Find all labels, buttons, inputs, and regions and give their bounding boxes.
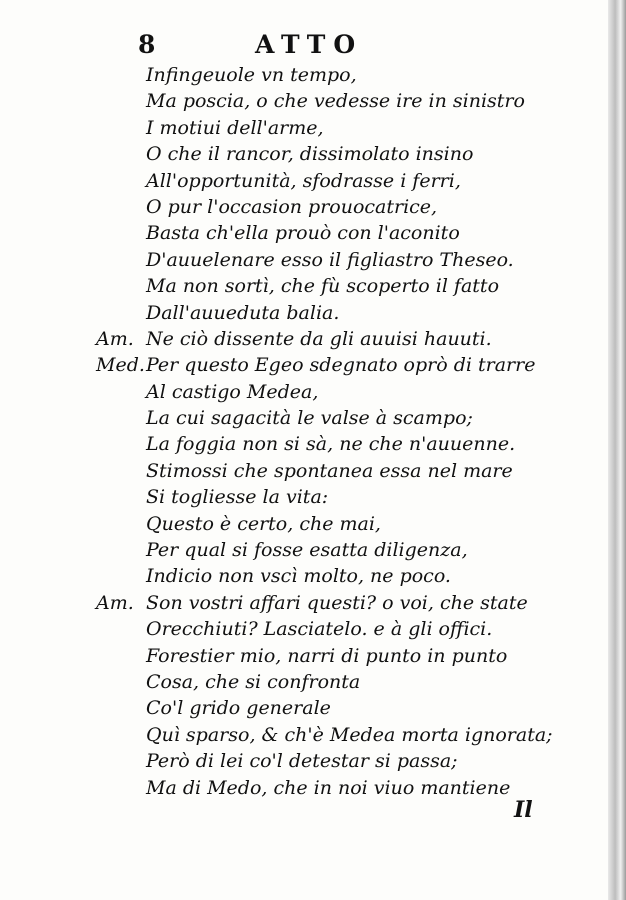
verse-text: La foggia non si sà, ne che n'auuenne. [146, 433, 516, 456]
verse-line [0, 695, 600, 721]
verse-text: Si togliesse la vita: [146, 486, 329, 509]
verse-line [0, 484, 600, 510]
verse-text: Forestier mio, narri di punto in punto [146, 644, 508, 667]
verse-line [0, 273, 600, 299]
verse-text: Orecchiuti? Lasciatelo. e à gli offici. [146, 618, 493, 641]
verse-text: Co'l grido generale [146, 697, 331, 720]
verse-text: Questo è certo, che mai, [146, 512, 381, 535]
speaker-label: Am. [96, 327, 134, 350]
verse-text: Cosa, che si confronta [146, 670, 361, 693]
verse-line [0, 141, 600, 167]
verse-text: Dall'auueduta balia. [146, 301, 340, 324]
verse-text: All'opportunità, sfodrasse i ferri, [146, 169, 461, 192]
verse-text: Quì sparso, & ch'è Medea morta ignorata; [146, 723, 553, 746]
verse-text: I motiui dell'arme, [146, 116, 324, 139]
speaker-label: Med. [96, 354, 145, 377]
verse-line [0, 194, 600, 220]
verse-line [0, 590, 600, 616]
verse-text: Al castigo Medea, [146, 380, 319, 403]
page-header [0, 30, 600, 60]
verse-line [0, 220, 600, 246]
verse-text: D'auuelenare esso il figliastro Theseo. [146, 248, 514, 271]
verse-line [0, 168, 600, 194]
verse-text: Ma di Medo, che in noi viuo mantiene [146, 776, 511, 799]
speaker-label: Am. [96, 591, 134, 614]
verse-text: Stimossi che spontanea essa nel mare [146, 459, 513, 482]
verse-line [0, 458, 600, 484]
verse-line [0, 537, 600, 563]
verse-text: Però di lei co'l detestar si passa; [146, 750, 458, 773]
verse-lines [0, 62, 600, 801]
verse-line [0, 616, 600, 642]
verse-line [0, 300, 600, 326]
verse-line [0, 88, 600, 114]
verse-text: Per qual si fosse esatta diligenza, [146, 539, 468, 562]
catchword: Il [514, 797, 533, 823]
verse-line [0, 115, 600, 141]
page-number: 8 [138, 30, 156, 59]
verse-line [0, 748, 600, 774]
verse-line [0, 379, 600, 405]
verse-text: La cui sagacità le valse à scampo; [146, 407, 473, 430]
verse-text: Ma non sortì, che fù scoperto il fatto [146, 275, 500, 298]
verse-line [0, 722, 600, 748]
verse-line [0, 643, 600, 669]
verse-text: Ne ciò dissente da gli auuisi hauuti. [146, 327, 492, 350]
verse-text: O pur l'occasion prouocatrice, [146, 195, 438, 218]
verse-text: Infingeuole vn tempo, [146, 64, 357, 86]
running-head: ATTO [255, 30, 364, 59]
verse-line [0, 511, 600, 537]
verse-line [0, 669, 600, 695]
verse-line [0, 352, 600, 378]
verse-text: Basta ch'ella prouò con l'aconito [146, 222, 460, 245]
page-edge [608, 0, 626, 900]
verse-line [0, 563, 600, 589]
verse-text: O che il rancor, dissimolato insino [146, 143, 474, 166]
verse-line [0, 431, 600, 457]
verse-text: Indicio non vscì molto, ne poco. [146, 565, 451, 588]
verse-text: Son vostri affari questi? o voi, che state [146, 591, 528, 614]
verse-line [0, 62, 600, 88]
verse-line [0, 775, 600, 801]
verse-line [0, 326, 600, 352]
verse-text: Ma poscia, o che vedesse ire in sinistro [146, 90, 525, 113]
verse-line [0, 405, 600, 431]
verse-line [0, 247, 600, 273]
verse-text: Per questo Egeo sdegnato oprò di trarre [146, 354, 536, 377]
